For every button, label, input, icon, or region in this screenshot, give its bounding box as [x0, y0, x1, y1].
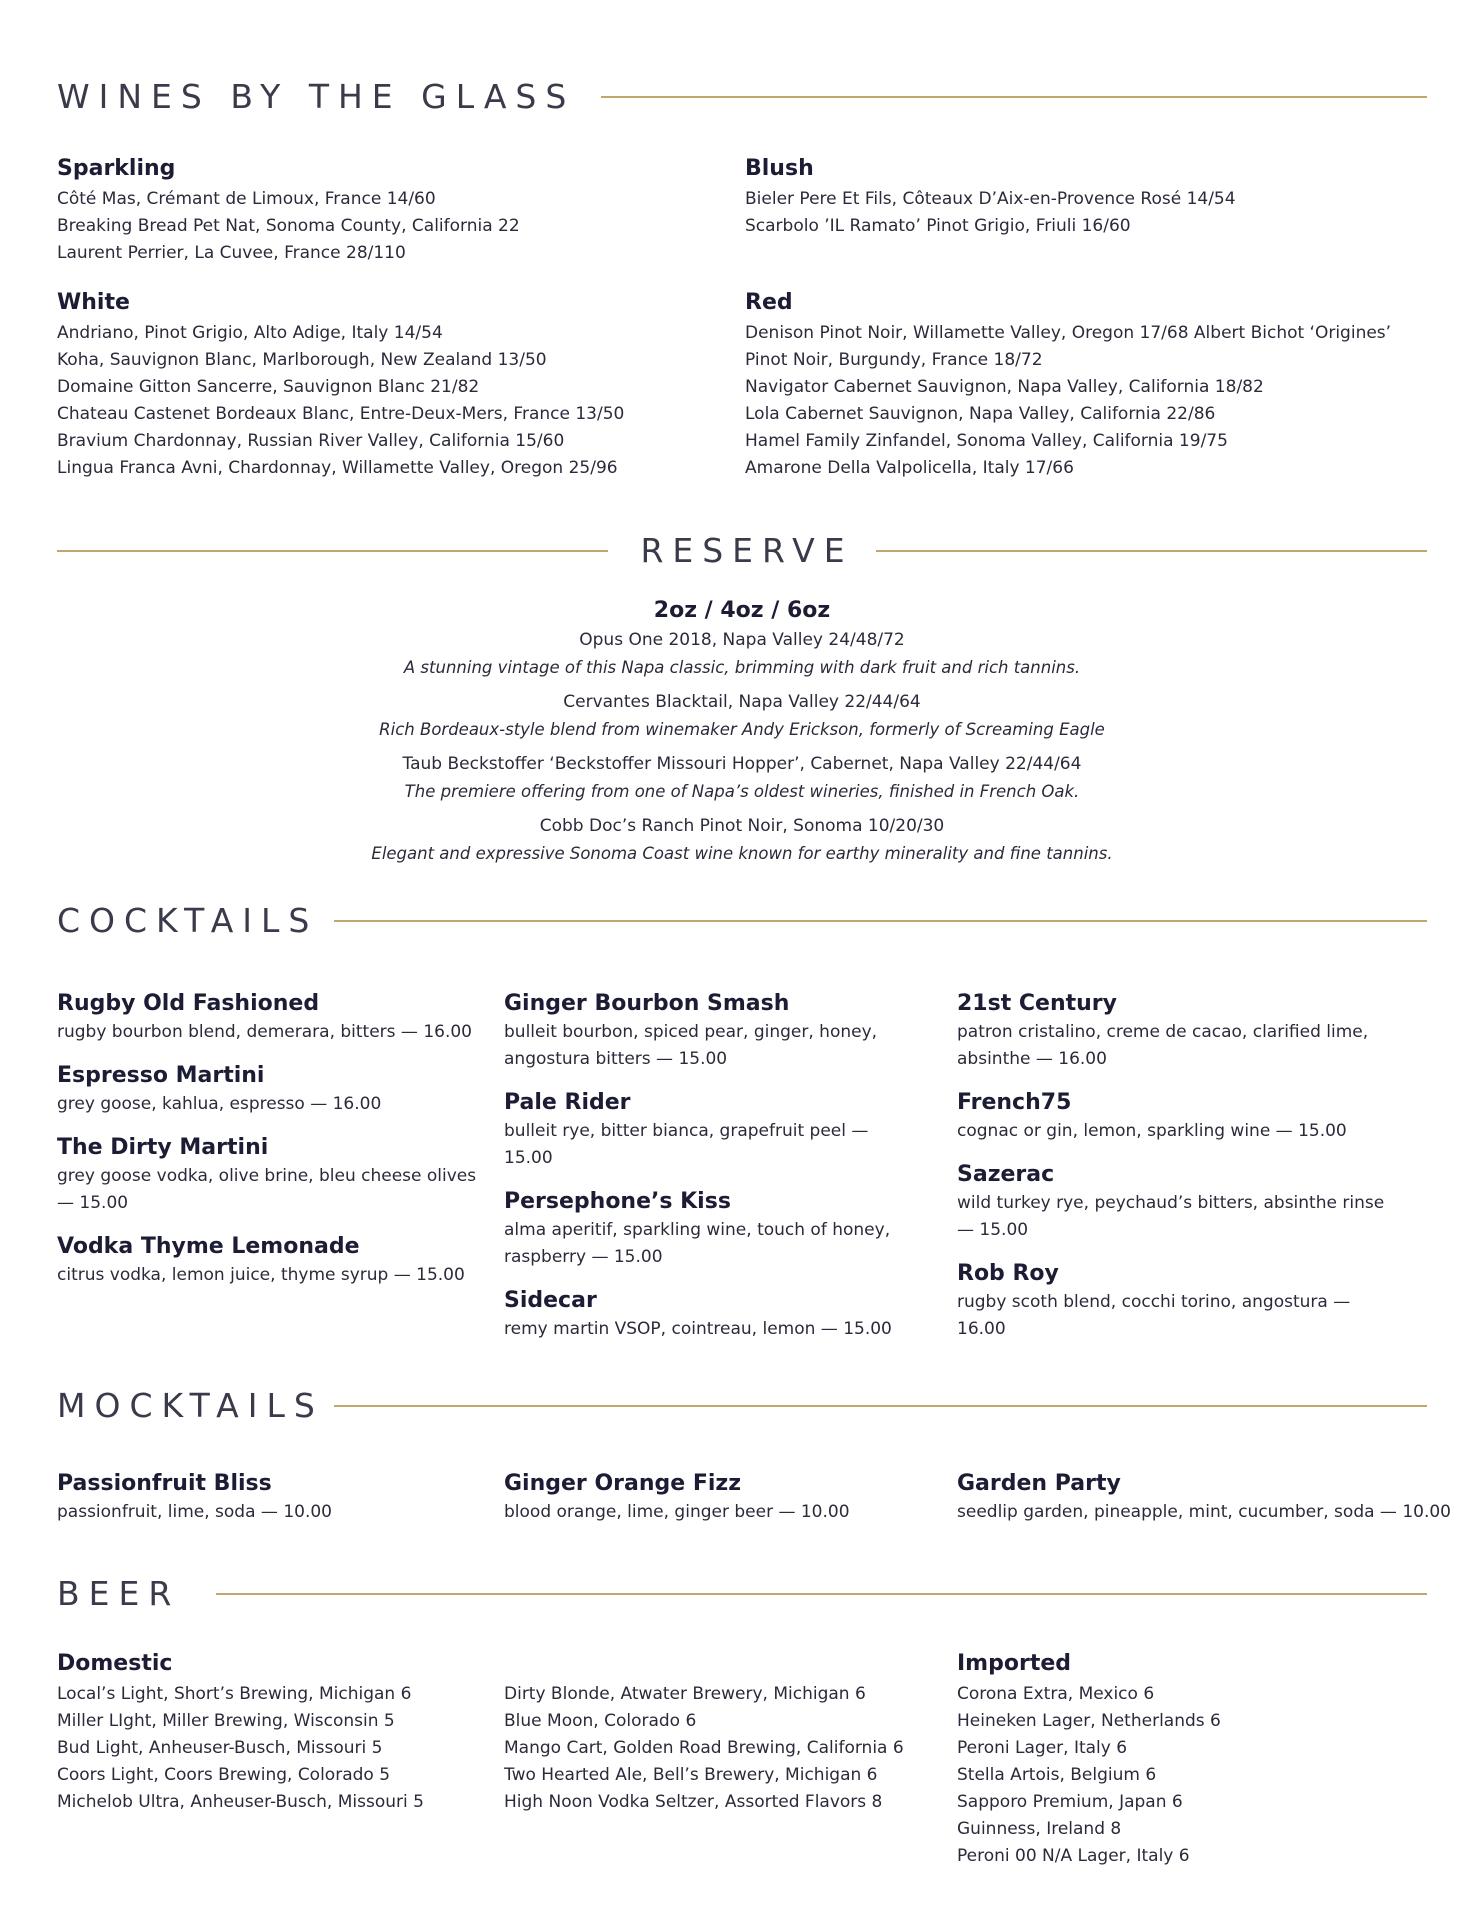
- list-item: [504, 1286, 914, 1343]
- list-item: Two Hearted Ale, Bell’s Brewery, Michigan 6: [504, 1765, 878, 1785]
- list-item: Koha, Sauvignon Blanc, Marlborough, New Zealand 13/50: [57, 350, 547, 370]
- list-item: [57, 989, 477, 1046]
- drink-desc: patron cristalino, creme de cacao, clarified lime, absinthe — 16.00: [957, 1022, 1369, 1069]
- blush-group: [745, 155, 1391, 240]
- white-group: [57, 289, 624, 482]
- drink-name: Passionfruit Bliss: [57, 1471, 272, 1496]
- reserve-note: A stunning vintage of this Napa classic, brimming with dark fruit and rich tannins.: [403, 658, 1081, 677]
- list-item: Mango Cart, Golden Road Brewing, California 6: [504, 1738, 904, 1758]
- list-item: Peroni Lager, Italy 6: [957, 1738, 1128, 1758]
- list-item: Laurent Perrier, La Cuvee, France 28/110: [57, 243, 406, 263]
- drink-name: The Dirty Martini: [57, 1135, 269, 1160]
- list-item: Lola Cabernet Sauvignon, Napa Valley, California 22/86: [745, 404, 1216, 424]
- list-item: [504, 1187, 914, 1271]
- wines-title: WINES BY THE GLASS: [57, 77, 576, 116]
- drink-name: French75: [957, 1090, 1072, 1115]
- reserve-note: Elegant and expressive Sonoma Coast wine known for earthy minerality and fine tannins.: [371, 844, 1113, 863]
- white-heading: White: [57, 290, 130, 315]
- list-item: [0, 688, 1484, 744]
- drink-desc: grey goose vodka, olive brine, bleu cheese olives — 15.00: [57, 1166, 477, 1213]
- reserve-rule-left: [57, 550, 608, 552]
- reserve-rule-right: [876, 550, 1427, 552]
- beer-domestic-col2: [504, 1681, 904, 1816]
- list-item: Scarbolo ’IL Ramato’ Pinot Grigio, Friuli 16/60: [745, 216, 1131, 236]
- wines-rule: [601, 96, 1427, 98]
- list-item: Corona Extra, Mexico 6: [957, 1684, 1155, 1704]
- wines-left-column: [57, 155, 624, 504]
- list-item: Lingua Franca Avni, Chardonnay, Willamette Valley, Oregon 25/96: [57, 458, 618, 478]
- list-item: [504, 1469, 850, 1526]
- mocktails-header: [57, 1386, 1427, 1425]
- mocktail-col1: [57, 1469, 332, 1541]
- list-item: Peroni 00 N/A Lager, Italy 6: [957, 1846, 1190, 1866]
- blush-heading: Blush: [745, 156, 814, 181]
- drink-name: Pale Rider: [504, 1090, 631, 1115]
- drink-desc: bulleit rye, bitter bianca, grapefruit peel — 15.00: [504, 1121, 869, 1168]
- cocktails-col3: [957, 989, 1397, 1358]
- list-item: Denison Pinot Noir, Willamette Valley, Oregon 17/68 Albert Bichot ‘Origines’: [745, 323, 1392, 343]
- drink-desc: cognac or gin, lemon, sparkling wine — 15.00: [957, 1121, 1347, 1141]
- list-item: Bud Light, Anheuser-Busch, Missouri 5: [57, 1738, 383, 1758]
- mocktail-col2: [504, 1469, 850, 1541]
- cocktails-rule: [334, 920, 1427, 922]
- drink-desc: rugby bourbon blend, demerara, bitters — 16.00: [57, 1022, 472, 1042]
- drink-name: Garden Party: [957, 1471, 1121, 1496]
- reserve-wine: Opus One 2018, Napa Valley 24/48/72: [579, 630, 905, 650]
- imported-heading: Imported: [957, 1651, 1072, 1676]
- cocktails-header: [57, 901, 1427, 940]
- drink-name: Sazerac: [957, 1162, 1055, 1187]
- list-item: High Noon Vodka Seltzer, Assorted Flavors 8: [504, 1792, 883, 1812]
- drink-desc: alma aperitif, sparkling wine, touch of honey, raspberry — 15.00: [504, 1220, 891, 1267]
- cocktails-col1: [57, 989, 477, 1304]
- reserve-wine: Taub Beckstoffer ‘Beckstoffer Missouri Hopper’, Cabernet, Napa Valley 22/44/64: [402, 754, 1082, 774]
- drink-name: Rob Roy: [957, 1261, 1059, 1286]
- red-group: [745, 289, 1391, 482]
- list-item: [57, 1232, 477, 1289]
- list-item: Local’s Light, Short’s Brewing, Michigan 6: [57, 1684, 412, 1704]
- list-item: [504, 989, 914, 1073]
- list-item: [957, 1160, 1397, 1244]
- list-item: Michelob Ultra, Anheuser-Busch, Missouri 5: [57, 1792, 424, 1812]
- list-item: Guinness, Ireland 8: [957, 1819, 1122, 1839]
- list-item: Bravium Chardonnay, Russian River Valley, California 15/60: [57, 431, 565, 451]
- wines-right-column: [745, 155, 1391, 504]
- cocktails-col2: [504, 989, 914, 1358]
- red-heading: Red: [745, 290, 793, 315]
- reserve-pours: 2oz / 4oz / 6oz: [653, 598, 831, 623]
- reserve-note: The premiere offering from one of Napa’s oldest wineries, finished in French Oak.: [404, 782, 1080, 801]
- drink-name: Rugby Old Fashioned: [57, 991, 320, 1016]
- reserve-wine: Cervantes Blacktail, Napa Valley 22/44/64: [563, 692, 921, 712]
- list-item: Stella Artois, Belgium 6: [957, 1765, 1157, 1785]
- list-item: Domaine Gitton Sancerre, Sauvignon Blanc 21/82: [57, 377, 480, 397]
- drink-desc: remy martin VSOP, cointreau, lemon — 15.00: [504, 1319, 892, 1339]
- list-item: Miller LIght, Miller Brewing, Wisconsin 5: [57, 1711, 395, 1731]
- drink-desc: rugby scoth blend, cocchi torino, angostura — 16.00: [957, 1292, 1351, 1339]
- reserve-wine: Cobb Doc’s Ranch Pinot Noir, Sonoma 10/20/30: [539, 816, 945, 836]
- list-item: Blue Moon, Colorado 6: [504, 1711, 697, 1731]
- drink-name: Sidecar: [504, 1288, 597, 1313]
- list-item: Navigator Cabernet Sauvignon, Napa Valley, California 18/82: [745, 377, 1264, 397]
- list-item: Hamel Family Zinfandel, Sonoma Valley, California 19/75: [745, 431, 1228, 451]
- drink-name: Vodka Thyme Lemonade: [57, 1234, 360, 1259]
- list-item: Côté Mas, Crémant de Limoux, France 14/60: [57, 189, 436, 209]
- reserve-title: RESERVE: [640, 531, 854, 570]
- drink-name: Espresso Martini: [57, 1063, 265, 1088]
- list-item: [0, 812, 1484, 868]
- mocktails-rule: [334, 1405, 1427, 1407]
- list-item: [957, 1469, 1451, 1526]
- list-item: Coors Light, Coors Brewing, Colorado 5: [57, 1765, 391, 1785]
- drink-desc: seedlip garden, pineapple, mint, cucumber, soda — 10.00: [957, 1502, 1451, 1522]
- reserve-note: Rich Bordeaux-style blend from winemaker Andy Erickson, formerly of Screaming Eagle: [379, 720, 1105, 739]
- list-item: [0, 750, 1484, 806]
- list-item: [57, 1469, 332, 1526]
- domestic-heading: Domestic: [57, 1651, 173, 1676]
- reserve-list: [0, 596, 1484, 874]
- list-item: [957, 1088, 1397, 1145]
- list-item: Sapporo Premium, Japan 6: [957, 1792, 1183, 1812]
- list-item: Dirty Blonde, Atwater Brewery, Michigan 6: [504, 1684, 866, 1704]
- wines-header: [57, 77, 1427, 116]
- drink-desc: passionfruit, lime, soda — 10.00: [57, 1502, 332, 1522]
- sparkling-group: [57, 155, 624, 267]
- reserve-header: [57, 531, 1427, 570]
- drink-name: Ginger Bourbon Smash: [504, 991, 790, 1016]
- drink-desc: bulleit bourbon, spiced pear, ginger, honey, angostura bitters — 15.00: [504, 1022, 878, 1069]
- beer-title: BEER: [57, 1574, 181, 1613]
- list-item: Amarone Della Valpolicella, Italy 17/66: [745, 458, 1074, 478]
- list-item: Chateau Castenet Bordeaux Blanc, Entre-Deux-Mers, France 13/50: [57, 404, 625, 424]
- beer-domestic-col1: [57, 1650, 424, 1816]
- list-item: Bieler Pere Et Fils, Côteaux D’Aix-en-Provence Rosé 14/54: [745, 189, 1236, 209]
- list-item: [504, 1088, 914, 1172]
- list-item: Breaking Bread Pet Nat, Sonoma County, California 22: [57, 216, 520, 236]
- drink-desc: wild turkey rye, peychaud’s bitters, absinthe rinse — 15.00: [957, 1193, 1385, 1240]
- mocktail-col3: [957, 1469, 1451, 1541]
- drink-desc: grey goose, kahlua, espresso — 16.00: [57, 1094, 382, 1114]
- list-item: [57, 1133, 477, 1217]
- list-item: Andriano, Pinot Grigio, Alto Adige, Italy 14/54: [57, 323, 443, 343]
- list-item: [957, 989, 1397, 1073]
- list-item: [957, 1259, 1397, 1343]
- mocktails-title: MOCKTAILS: [57, 1386, 324, 1425]
- drink-name: Ginger Orange Fizz: [504, 1471, 742, 1496]
- drink-desc: blood orange, lime, ginger beer — 10.00: [504, 1502, 850, 1522]
- drink-name: Persephone’s Kiss: [504, 1189, 731, 1214]
- list-item: [57, 1061, 477, 1118]
- beer-rule: [216, 1593, 1427, 1595]
- list-item: Pinot Noir, Burgundy, France 18/72: [745, 350, 1043, 370]
- drink-desc: citrus vodka, lemon juice, thyme syrup — 15.00: [57, 1265, 465, 1285]
- sparkling-heading: Sparkling: [57, 156, 176, 181]
- beer-imported-col: [957, 1650, 1221, 1870]
- list-item: Heineken Lager, Netherlands 6: [957, 1711, 1221, 1731]
- beer-header: [57, 1574, 1427, 1613]
- drink-name: 21st Century: [957, 991, 1117, 1016]
- list-item: [0, 626, 1484, 682]
- cocktails-title: COCKTAILS: [57, 901, 319, 940]
